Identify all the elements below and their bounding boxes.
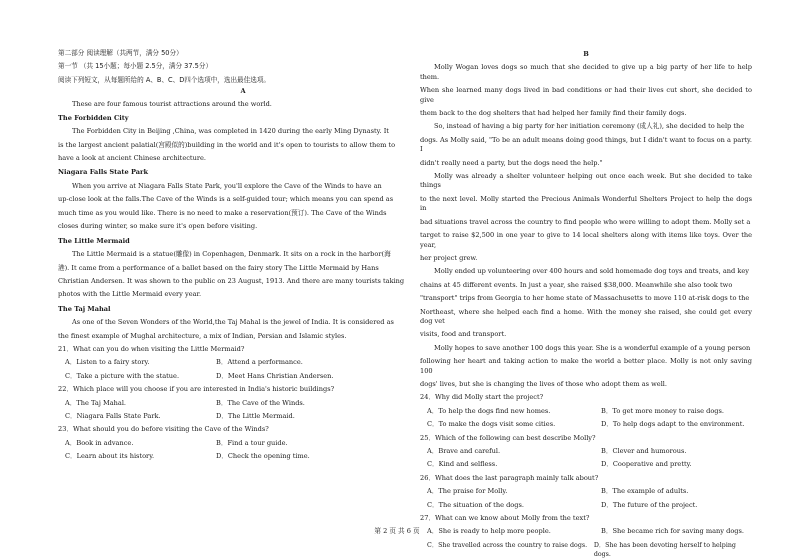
option-b[interactable]: B．To get more money to raise dogs. [601, 406, 725, 415]
text-line: 港). It came from a performance of a ballet based on the fairy story The Little Mermaid by Hans [58, 263, 379, 272]
option-row [58, 372, 428, 381]
option-a[interactable]: A．The praise for Molly. [427, 487, 508, 496]
option-c[interactable]: C．Take a picture with the statue. [65, 371, 180, 380]
option-b[interactable]: B．Find a tour guide. [216, 438, 288, 447]
option-d[interactable]: D．Check the opening time. [216, 452, 310, 461]
option-d[interactable]: D．To help dogs adapt to the environment. [601, 420, 745, 429]
text-line: her project grew. [420, 253, 478, 262]
text-line: When you arrive at Niagara Falls State Park, you'll explore the Cave of the Winds to have an [72, 182, 382, 191]
part-title: 第二部分 阅读理解（共两节，满分 50分） [58, 49, 183, 57]
text-line: So, instead of having a big party for her initiation ceremony (成人礼), she decided to help the [434, 122, 745, 131]
paragraph-1 [420, 63, 752, 118]
question-stem: 26．What does the last paragraph mainly talk about? [420, 473, 599, 482]
text-line: much time as you would like. There is no need to make a reservation(预订). The Cave of the Winds [58, 208, 387, 217]
question-26 [420, 474, 752, 510]
reading-instruction: 阅读下列短文，从每题所给的 A、B、C、D四个选项中，选出最佳选项。 [58, 75, 271, 84]
text-line: following her heart and taking action to make the world a better place. Molly is not only saving 100 [420, 357, 752, 375]
text-line: Christian Andersen. It was shown to the public on 23 August, 1913. And there are many tourists taking [58, 276, 405, 285]
option-c[interactable]: C．Learn about its history. [65, 452, 155, 461]
option-row [58, 452, 428, 461]
question-stem: 25．Which of the following can best describe Molly? [420, 433, 596, 442]
passage-a-intro: These are four famous tourist attractions around the world. [72, 99, 272, 108]
paragraph-2 [420, 122, 752, 168]
option-d[interactable]: D．The Little Mermaid. [216, 411, 295, 420]
text-line: The Little Mermaid is a statue(雕像) in Copenhagen, Denmark. It sits on a rock in the harbor(海 [72, 250, 391, 259]
text-line: target to raise $2,500 in one year to give to 14 local shelters along with items like toys. Over the year, [420, 231, 752, 249]
option-b[interactable]: B．Attend a performance. [216, 358, 303, 367]
text-line: to the next level. Molly started the Precious Animals Wonderful Shelters Project to help the dogs in [420, 194, 752, 213]
option-row [420, 541, 752, 560]
paragraph-forbidden-city [58, 127, 428, 163]
option-b[interactable]: B．The Cave of the Winds. [216, 398, 305, 407]
text-line: up-close look at the falls.The Cave of the Winds is a self-guided tour; which means you can spend as [58, 195, 394, 204]
question-stem: 22．Which place will you choose if you are interested in India's historic buildings? [58, 385, 335, 394]
text-line: visits, food and transport. [420, 330, 507, 339]
option-a[interactable]: A．Brave and careful. [427, 447, 501, 455]
option-c[interactable]: C．She travelled across the country to raise dogs. [427, 541, 588, 549]
heading-forbidden-city: The Forbidden City [58, 114, 129, 123]
passage-b-label: B [583, 50, 589, 58]
text-line: is the largest ancient palatial(宫殿似的)building in the world and it's open to tourists to allow them to [58, 140, 396, 149]
text-line: dogs' lives, but she is changing the lives of those who adopt them as well. [420, 379, 668, 388]
option-row [420, 407, 752, 416]
question-stem: 27．What can we know about Molly from the text? [420, 514, 590, 523]
text-line: closes during winter, so make sure it's open before visiting. [58, 222, 258, 231]
question-22 [58, 385, 428, 421]
option-a[interactable]: A．The Taj Mahal. [65, 398, 127, 407]
question-23 [58, 425, 428, 461]
option-row [58, 399, 428, 408]
section-one-heading: 第一节 （共 15小题；每小题 2.5分，满分 37.5分） [58, 62, 213, 71]
option-d[interactable]: D．She has been devoting herself to helping dogs. [593, 541, 736, 559]
option-a[interactable]: A．Listen to a fairy story. [65, 358, 150, 367]
question-stem: 23．What should you do before visiting the Cave of the Winds? [58, 425, 269, 434]
text-line: The Forbidden City in Beijing ,China, was completed in 1420 during the early Ming Dynasty. It [72, 127, 389, 136]
option-c[interactable]: C．To make the dogs visit some cities. [427, 420, 556, 429]
question-stem: 21．What can you do when visiting the Little Mermaid? [58, 344, 245, 353]
option-row [58, 412, 428, 421]
option-d[interactable]: D．The future of the project. [601, 500, 698, 509]
option-row [58, 439, 428, 448]
option-b[interactable]: B．She became rich for saving many dogs. [601, 527, 745, 536]
question-27 [420, 514, 752, 560]
option-row [420, 487, 752, 496]
question-21 [58, 345, 428, 381]
option-a[interactable]: A．Book in advance. [65, 438, 134, 447]
text-line: "transport" trips from Georgia to her home state of Massachusetts to move 110 at-risk dogs to the [420, 294, 750, 303]
paragraph-5 [420, 344, 752, 390]
option-c[interactable]: C．Niagara Falls State Park. [65, 411, 161, 420]
paragraph-taj-mahal [58, 318, 428, 341]
text-line: Molly ended up volunteering over 400 hours and sold homemade dog toys and treats, and key [434, 267, 749, 276]
question-24 [420, 393, 752, 429]
text-line: Molly hopes to save another 100 dogs this year. She is a wonderful example of a young person [434, 343, 751, 352]
text-line: photos with the Little Mermaid every year. [58, 290, 202, 299]
option-d[interactable]: D．Cooperative and pretty. [601, 460, 692, 469]
text-line: have a look at ancient Chinese architecture. [58, 154, 206, 163]
text-line: As one of the Seven Wonders of the World,the Taj Mahal is the jewel of India. It is considered as [72, 318, 394, 327]
option-row [420, 420, 752, 429]
heading-taj-mahal: The Taj Mahal [58, 304, 111, 313]
text-line: bad situations travel across the country to find people who were willing to adopt them. Molly set a [420, 217, 751, 226]
paragraph-niagara [58, 182, 428, 232]
option-b[interactable]: B．Clever and humorous. [601, 447, 687, 455]
left-column [58, 49, 428, 462]
passage-a-label: A [240, 87, 246, 96]
option-row [420, 501, 752, 510]
text-line: them back to the dog shelters that had helped her family find their family dogs. [420, 109, 687, 118]
text-line: dogs. As Molly said, "To be an adult means doing good things, but I didn't want to focus on a party. I [420, 135, 752, 154]
option-c[interactable]: C．The situation of the dogs. [427, 500, 524, 509]
option-c[interactable]: C．Kind and selfless. [427, 460, 498, 469]
option-a[interactable]: A．To help the dogs find new homes. [427, 406, 551, 415]
text-line: chains at 45 different events. In just a year, she raised $38,000. Meanwhile she also took two [420, 280, 733, 289]
heading-niagara: Niagara Falls State Park [58, 167, 149, 176]
option-row [420, 460, 752, 469]
paragraph-little-mermaid [58, 250, 428, 300]
option-row [58, 358, 428, 367]
text-line: Northeast, where she helped each find a home. With the money she raised, she could get every dog vet [420, 307, 752, 325]
right-column [420, 50, 752, 560]
option-a[interactable]: A．She is ready to help more people. [427, 527, 551, 536]
text-line: When she learned many dogs lived in bad conditions or had their lives cut short, she decided to give [420, 86, 752, 104]
text-line: Molly was already a shelter volunteer helping out once each week. But she decided to take things [420, 172, 752, 190]
option-row [420, 447, 752, 456]
question-stem: 24．Why did Molly start the project? [420, 393, 544, 402]
paragraph-3 [420, 172, 752, 263]
option-b[interactable]: B．The example of adults. [601, 487, 689, 496]
option-d[interactable]: D．Meet Hans Christian Andersen. [216, 371, 334, 380]
question-25 [420, 434, 752, 470]
page-footer: 第 2 页 共 6 页 [374, 527, 420, 535]
heading-little-mermaid: The Little Mermaid [58, 236, 130, 245]
text-line: the finest example of Mughal architecture, a mix of Indian, Persian and Islamic styles. [58, 331, 347, 340]
paragraph-4 [420, 267, 752, 339]
text-line: didn't really need a party, but the dogs need the help." [420, 158, 603, 167]
text-line: Molly Wogan loves dogs so much that she decided to give up a big party of her life to help them. [420, 63, 752, 81]
